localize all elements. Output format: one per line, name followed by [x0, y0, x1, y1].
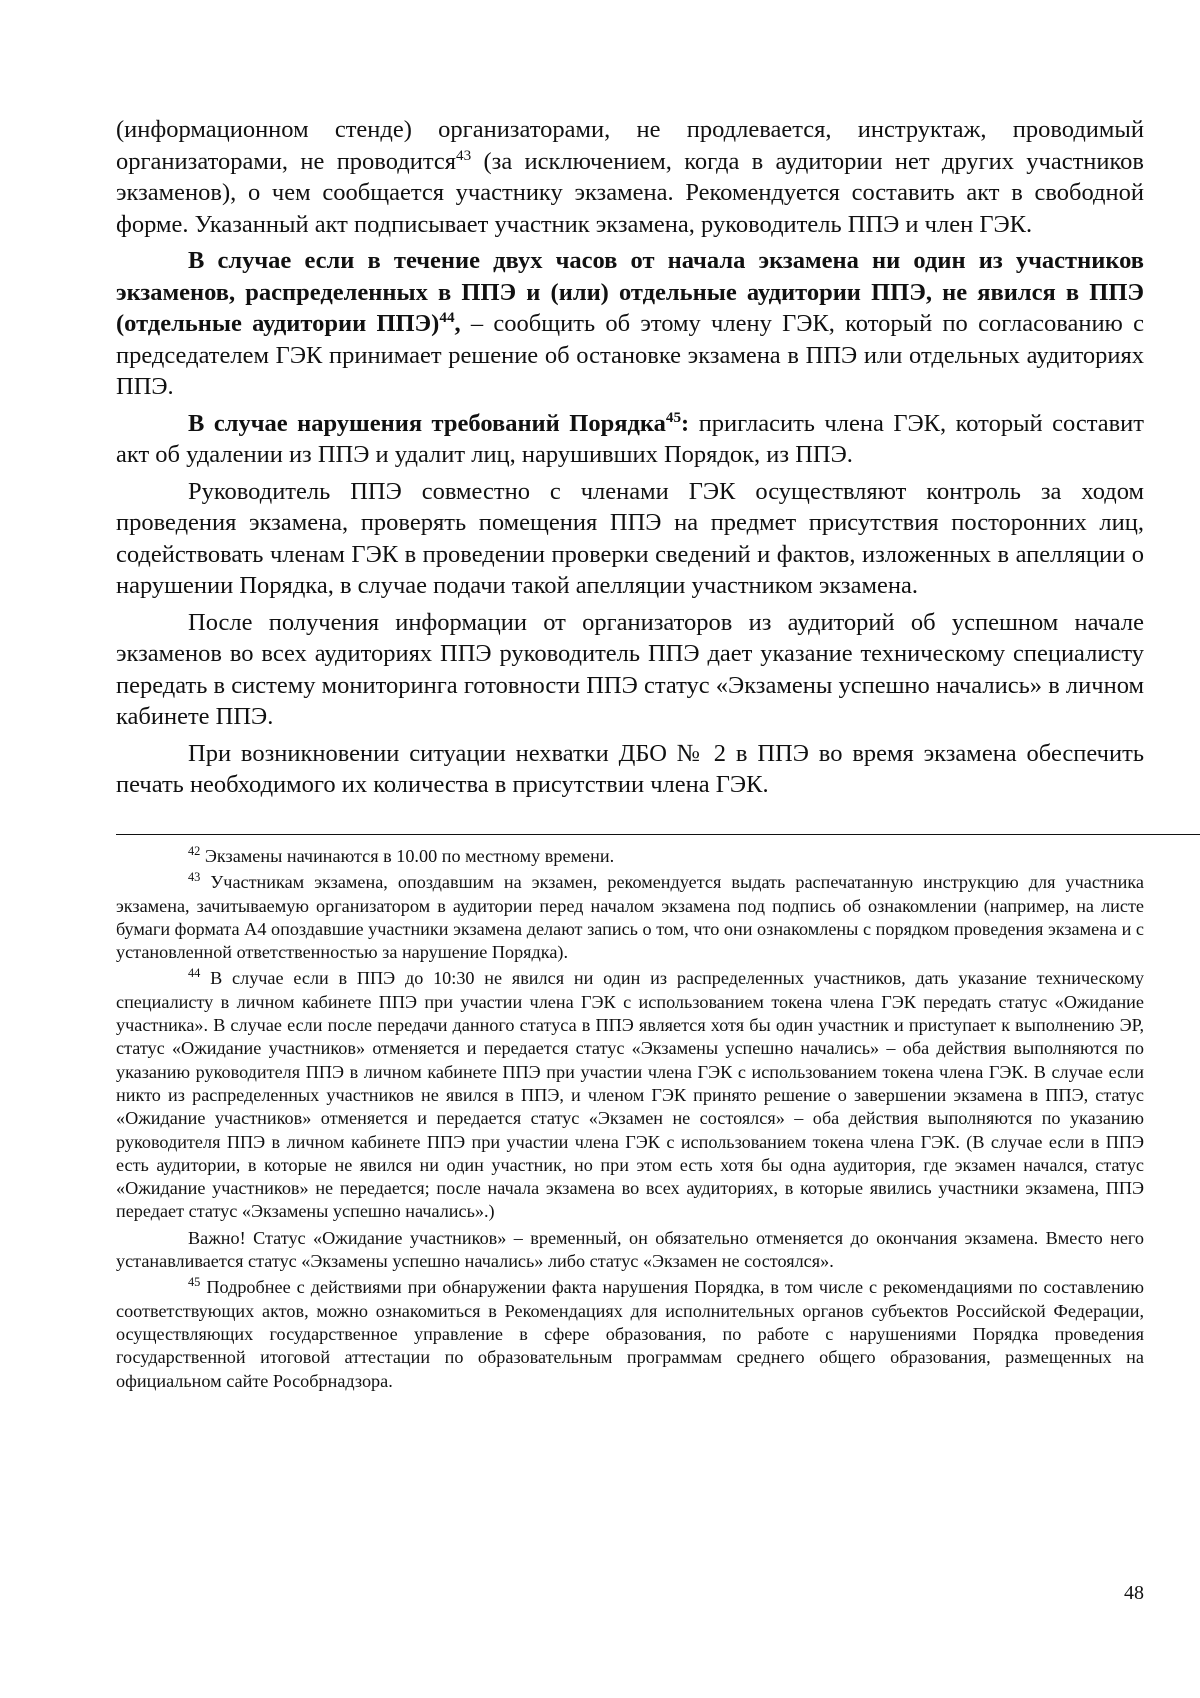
paragraph-dbo-shortage: При возникновении ситуации нехватки ДБО № 2 в ППЭ во время экзамена обеспечить печать необходимого их количества в присутствии члена ГЭК.: [116, 739, 1144, 798]
paragraph-no-show: В случае если в течение двух часов от начала экзамена ни один из участников экзаменов, распределенных в ППЭ и (или) отдельные аудитории ППЭ, не явился в ППЭ (отдельные аудитории ППЭ)$^{44}$, – сообщить об этому члену ГЭК, который по согласованию с председателем ГЭК принимает решение об остановке экзамена в ППЭ или отдельных аудиториях ППЭ.: [116, 247, 1144, 400]
paragraph-instruction-continuation: (информационном стенде) организаторами, не продлевается, инструктаж, проводимый организаторами, не проводится$^{43}$ (за исключением, когда в аудитории нет других участников экзаменов), о чем сообщается участнику экзамена. Рекомендуется составить акт в свободной форме. Указанный акт подписывает участник экзамена, руководитель ППЭ и член ГЭК.: [116, 116, 1144, 238]
footnote-44-important: Важно! Статус «Ожидание участников» – временный, он обязательно отменяется до окончания экзамена. Вместо него устанавливается статус «Экзамены успешно начались» либо статус «Экзамен не состоялся».: [116, 1227, 1144, 1272]
paragraph-supervisor-control: Руководитель ППЭ совместно с членами ГЭК осуществляют контроль за ходом проведения экзамена, проверять помещения ППЭ на предмет присутствия посторонних лиц, содействовать членам ГЭК в проведении проверки сведений и фактов, изложенных в апелляции о нарушении Порядка, в случае подачи такой апелляции участником экзамена.: [116, 477, 1144, 599]
footnote-ref-43: 43: [455, 146, 472, 164]
footnote-43: $^{43}$ Участникам экзамена, опоздавшим на экзамен, рекомендуется выдать распечатанную инструкцию для участника экзамена, зачитываемую организатором в аудитории перед началом экзамена под подпись об ознакомлении (например, на листе бумаги формата А4 опоздавшие участники экзамена делают запись о том, что они ознакомлены с порядком проведения экзамена и с установленной ответственностью за нарушение Порядка).: [116, 870, 1144, 963]
footnote-ref-44: 44: [439, 308, 455, 326]
paragraph-exam-started-status: После получения информации от организаторов из аудиторий об успешном начале экзаменов во всех аудиториях ППЭ руководитель ППЭ дает указание техническому специалисту передать в систему мониторинга готовности ППЭ статус «Экзамены успешно начались» в личном кабинете ППЭ.: [116, 608, 1144, 730]
footnote-ref-45: 45: [665, 408, 682, 426]
footnote-divider: [116, 834, 1200, 835]
footnote-45: $^{45}$ Подробнее с действиями при обнаружении факта нарушения Порядка, в том числе с рекомендациями по составлению соответствующих актов, можно ознакомиться в Рекомендациях для исполнительных органов субъектов Российской Федерации, осуществляющих государственное управление в сфере образования, по работе с нарушениями Порядка проведения государственной итоговой аттестации по образовательным программам среднего общего образования, размещенных на официальном сайте Рособрнадзора.: [116, 1275, 1144, 1391]
paragraph-violation: В случае нарушения требований Порядка$^{45}$: пригласить члена ГЭК, который составит акт об удалении из ППЭ и удалит лиц, нарушивших Порядок, из ППЭ.: [116, 408, 1144, 468]
body-text: [116, 114, 1144, 801]
footnotes: [116, 845, 1144, 1393]
footnote-44: $^{44}$ В случае если в ППЭ до 10:30 не явился ни один из распределенных участников, дать указание техническому специалисту в личном кабинете ППЭ при участии члена ГЭК с использованием токена члена ГЭК передать статус «Ожидание участника». В случае если после передачи данного статуса в ППЭ является хотя бы один участник и приступает к выполнению ЭР, статус «Ожидание участников» отменяется и передается статус «Экзамены успешно начались» – оба действия выполняются по указанию руководителя ППЭ в личном кабинете ППЭ при участии члена ГЭК с использованием токена члена ГЭК. В случае если никто из распределенных участников не явился в ППЭ, и членом ГЭК принято решение о завершении экзамена в ППЭ, статус «Ожидание участников» отменяется и передается статус «Экзамен не состоялся» – оба действия выполняются по указанию руководителя ППЭ в личном кабинете ППЭ при участии члена ГЭК с использованием токена члена ГЭК. (В случае если в ППЭ есть аудитории, в которые не явился ни один участник, но при этом есть хотя бы одна аудитория, где экзамен начался, статус «Ожидание участников» не передается; после начала экзамена во всех аудиториях, в которые явились участники экзамена, ППЭ передает статус «Экзамены успешно начались».): [116, 966, 1144, 1222]
footnote-42: $^{42}$ Экзамены начинаются в 10.00 по местному времени.: [188, 843, 615, 866]
